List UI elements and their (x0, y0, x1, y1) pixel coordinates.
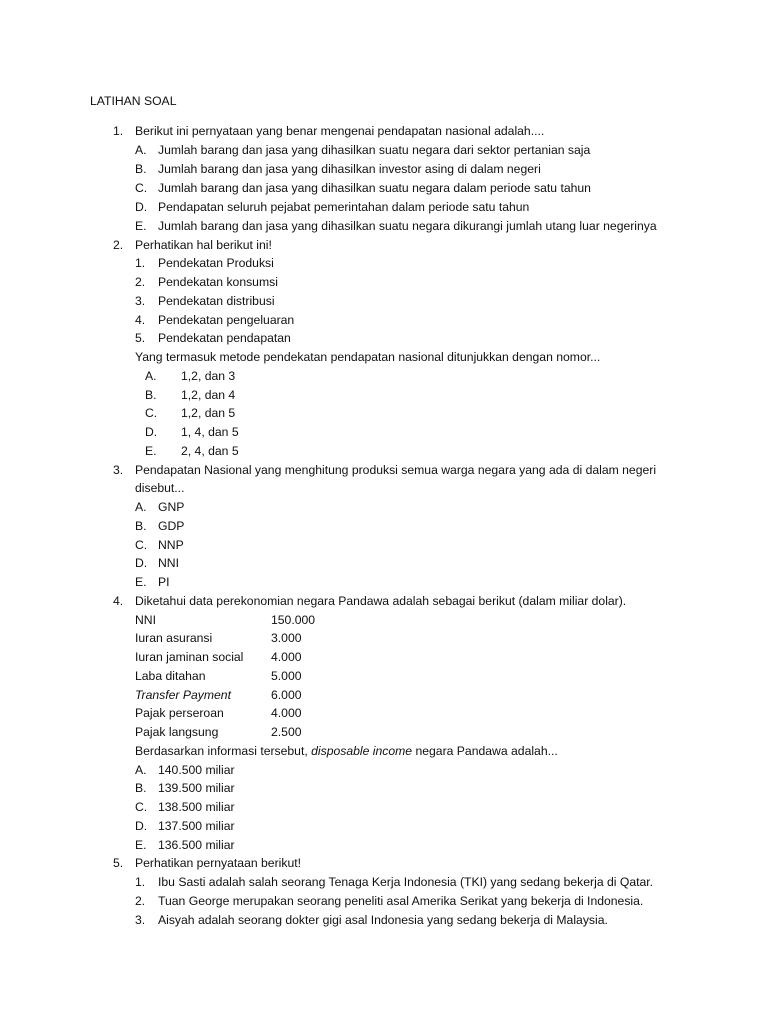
q4-table-label: Pajak perseroan (135, 706, 224, 720)
q2-question: Yang termasuk metode pendekatan pendapatan nasional ditunjukkan dengan nomor... (135, 350, 601, 364)
page-title: LATIHAN SOAL (90, 94, 177, 108)
q3-option-letter: E. (135, 575, 147, 589)
q3-option-text: NNP (158, 538, 184, 552)
q2-option-letter: A. (145, 369, 157, 383)
q5-item-text: Aisyah adalah seorang dokter gigi asal Indonesia yang sedang bekerja di Malaysia. (158, 913, 608, 927)
q4-option-letter: E. (135, 838, 147, 852)
q4-option-text: 138.500 miliar (158, 800, 235, 814)
q4-question-post: negara Pandawa adalah... (412, 744, 558, 758)
q2-item-text: Pendekatan distribusi (158, 294, 275, 308)
q4-option-text: 140.500 miliar (158, 763, 235, 777)
q2-number: 2. (113, 238, 124, 252)
q2-option-letter: D. (145, 425, 158, 439)
q2-item-number: 1. (135, 256, 146, 270)
q3-option-letter: C. (135, 538, 148, 552)
q1-number: 1. (113, 124, 124, 138)
q5-item-number: 1. (135, 875, 146, 889)
q4-question-pre: Berdasarkan informasi tersebut, (135, 744, 312, 758)
q4-table-label: NNI (135, 613, 156, 627)
q2-item-text: Pendekatan pengeluaran (158, 313, 295, 327)
q1-option-letter: C. (135, 181, 148, 195)
q4-table-value: 4.000 (271, 706, 302, 720)
q2-item-text: Pendekatan pendapatan (158, 331, 291, 345)
q5-number: 5. (113, 856, 124, 870)
q4-option-letter: D. (135, 819, 148, 833)
q5-item-number: 2. (135, 894, 146, 908)
q2-item-text: Pendekatan Produksi (158, 256, 274, 270)
q1-option-text: Jumlah barang dan jasa yang dihasilkan suatu negara dikurangi jumlah utang luar negerinya (158, 219, 657, 233)
q1-option-letter: A. (135, 143, 147, 157)
q4-table-label: Iuran jaminan social (135, 650, 244, 664)
q2-text: Perhatikan hal berikut ini! (135, 238, 272, 252)
q5-text: Perhatikan pernyataan berikut! (135, 856, 301, 870)
q4-question-emphasis: disposable income (311, 744, 413, 758)
q4-table-label: Pajak langsung (135, 725, 219, 739)
q1-option-letter: E. (135, 219, 147, 233)
q4-number: 4. (113, 594, 124, 608)
q4-option-letter: B. (135, 781, 147, 795)
q1-option-text: Jumlah barang dan jasa yang dihasilkan investor asing di dalam negeri (158, 162, 541, 176)
q2-option-letter: C. (145, 406, 158, 420)
q3-option-text: GNP (158, 500, 185, 514)
q3-option-text: NNI (158, 556, 179, 570)
q2-item-text: Pendekatan konsumsi (158, 275, 278, 289)
q5-item-number: 3. (135, 913, 146, 927)
q4-option-letter: A. (135, 763, 147, 777)
q2-item-number: 3. (135, 294, 146, 308)
q2-item-number: 2. (135, 275, 146, 289)
q5-item-text: Tuan George merupakan seorang peneliti asal Amerika Serikat yang bekerja di Indonesia. (158, 894, 644, 908)
q3-option-letter: D. (135, 556, 148, 570)
q4-option-text: 136.500 miliar (158, 838, 235, 852)
q2-option-text: 1,2, dan 4 (181, 388, 236, 402)
q3-option-text: PI (158, 575, 170, 589)
q3-text-line2: disebut... (135, 481, 185, 495)
q4-option-text: 137.500 miliar (158, 819, 235, 833)
q1-text: Berikut ini pernyataan yang benar mengenai pendapatan nasional adalah.... (135, 124, 545, 138)
q4-table-value: 3.000 (271, 631, 302, 645)
q4-table-value: 4.000 (271, 650, 302, 664)
q2-item-number: 5. (135, 331, 146, 345)
q2-option-letter: B. (145, 388, 157, 402)
q5-item-text: Ibu Sasti adalah salah seorang Tenaga Kerja Indonesia (TKI) yang sedang bekerja di Qatar. (158, 875, 654, 889)
q4-text: Diketahui data perekonomian negara Pandawa adalah sebagai berikut (dalam miliar dolar). (135, 594, 627, 608)
q4-table-value: 6.000 (271, 688, 302, 702)
q4-option-letter: C. (135, 800, 148, 814)
q4-question (135, 744, 558, 759)
q2-option-text: 1, 4, dan 5 (181, 425, 239, 439)
q3-option-letter: A. (135, 500, 147, 514)
q1-option-letter: D. (135, 200, 148, 214)
q3-text-line1: Pendapatan Nasional yang menghitung produksi semua warga negara yang ada di dalam negeri (135, 463, 657, 477)
q2-option-text: 1,2, dan 3 (181, 369, 236, 383)
q1-option-letter: B. (135, 162, 147, 176)
q4-option-text: 139.500 miliar (158, 781, 235, 795)
q2-item-number: 4. (135, 313, 146, 327)
q1-option-text: Pendapatan seluruh pejabat pemerintahan dalam periode satu tahun (158, 200, 530, 214)
q4-table-label: Transfer Payment (135, 688, 231, 702)
q4-table-label: Iuran asuransi (135, 631, 213, 645)
q4-table-value: 2.500 (271, 725, 302, 739)
q1-option-text: Jumlah barang dan jasa yang dihasilkan suatu negara dari sektor pertanian saja (158, 143, 591, 157)
q4-table-value: 150.000 (271, 613, 316, 627)
q3-option-letter: B. (135, 519, 147, 533)
q4-table-label: Laba ditahan (135, 669, 206, 683)
q3-number: 3. (113, 463, 124, 477)
q1-option-text: Jumlah barang dan jasa yang dihasilkan suatu negara dalam periode satu tahun (158, 181, 591, 195)
q2-option-letter: E. (145, 444, 157, 458)
q2-option-text: 2, 4, dan 5 (181, 444, 239, 458)
q3-option-text: GDP (158, 519, 185, 533)
q2-option-text: 1,2, dan 5 (181, 406, 236, 420)
q4-table-value: 5.000 (271, 669, 302, 683)
